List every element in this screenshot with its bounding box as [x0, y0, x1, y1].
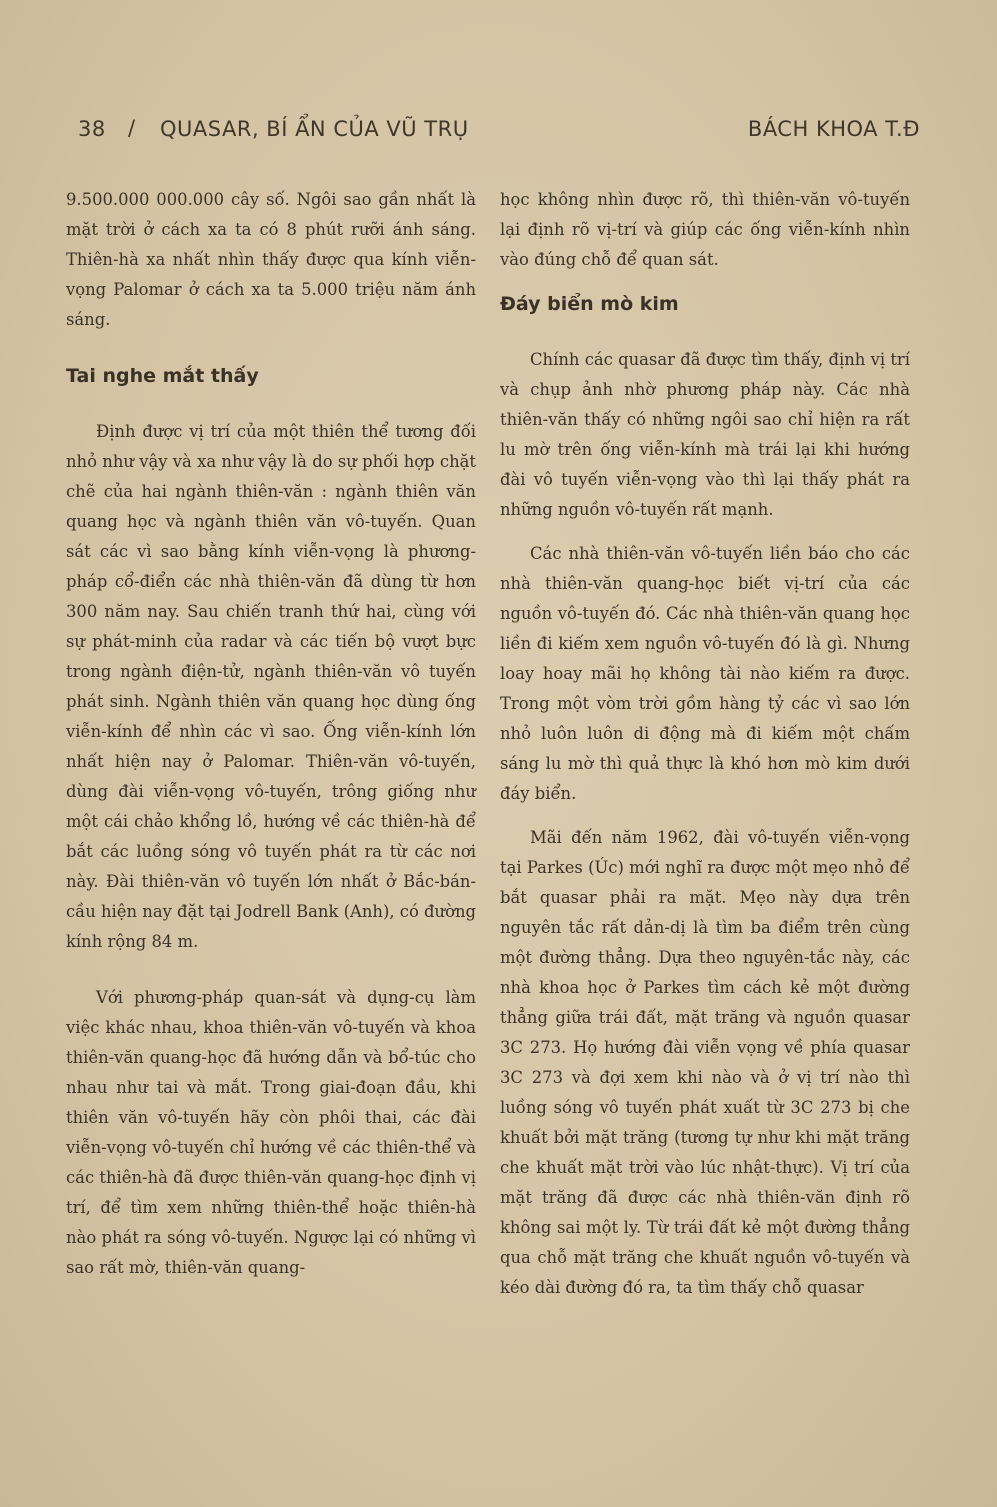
- page-number: 38: [78, 117, 106, 141]
- paragraph: Các nhà thiên-văn vô-tuyến liền báo cho các nhà thiên-văn quang-học biết vị-trí của các nguồn vô-tuyến đó. Các nhà thiên-văn quang học liền đi kiếm xem nguồn vô-tuyến đó là gì. Nhưng loay hoay mãi họ không tài nào kiếm ra được. Trong một vòm trời gồm hàng tỷ các vì sao lớn nhỏ luôn luôn di động mà đi kiếm một chấm sáng lu mờ thì quả thực là khó hơn mò kim dưới đáy biển.: [500, 544, 910, 803]
- publication-name: BÁCH KHOA T.Đ: [747, 117, 920, 141]
- article-title: QUASAR, BÍ ẨN CỦA VŨ TRỤ: [160, 117, 469, 141]
- header-separator: /: [128, 116, 136, 140]
- right-column: [500, 185, 910, 1303]
- running-header: [78, 113, 920, 149]
- section-heading: Đáy biển mò kim: [500, 293, 679, 315]
- left-column: [66, 185, 476, 1283]
- paragraph: Chính các quasar đã được tìm thấy, định vị trí và chụp ảnh nhờ phương pháp này. Các nhà thiên-văn thấy có những ngôi sao chỉ hiện ra rất lu mờ trên ống viễn-kính mà trái lại khi hướng đài vô tuyến viễn-vọng vào thì lại thấy phát ra những nguồn vô-tuyến rất mạnh.: [500, 350, 910, 519]
- section-heading: Tai nghe mắt thấy: [66, 365, 259, 387]
- paragraph: học không nhìn được rõ, thì thiên-văn vô-tuyến lại định rõ vị-trí và giúp các ống viễn-kính nhìn vào đúng chỗ để quan sát.: [500, 190, 910, 269]
- paragraph: Định được vị trí của một thiên thể tương đối nhỏ như vậy và xa như vậy là do sự phối hợp chặt chẽ của hai ngành thiên-văn : ngành thiên văn quang học và ngành thiên văn vô-tuyến. Quan sát các vì sao bằng kính viễn-vọng là phương-pháp cổ-điển các nhà thiên-văn đã dùng từ hơn 300 năm nay. Sau chiến tranh thứ hai, cùng với sự phát-minh của radar và các tiến bộ vượt bực trong ngành điện-tử, ngành thiên-văn vô tuyến phát sinh. Ngành thiên văn quang học dùng ống viễn-kính để nhìn các vì sao. Ống viễn-kính lớn nhất hiện nay ở Palomar. Thiên-văn vô-tuyến, dùng đài viễn-vọng vô-tuyến, trông giống như một cái chảo khổng lồ, hướng về các thiên-hà để bắt các luồng sóng vô tuyến phát ra từ các nơi này. Đài thiên-văn vô tuyến lớn nhất ở Bắc-bán-cầu hiện nay đặt tại Jodrell Bank (Anh), có đường kính rộng 84 m.: [66, 422, 476, 951]
- paragraph: Mãi đến năm 1962, đài vô-tuyến viễn-vọng tại Parkes (Úc) mới nghĩ ra được một mẹo nhỏ để bắt quasar phải ra mặt. Mẹo này dựa trên nguyên tắc rất dản-dị là tìm ba điểm trên cùng một đường thẳng. Dựa theo nguyên-tắc này, các nhà khoa học ở Parkes tìm cách kẻ một đường thẳng giữa trái đất, mặt trăng và nguồn quasar 3C 273. Họ hướng đài viễn vọng về phía quasar 3C 273 và đợi xem khi nào và ở vị trí nào thì luồng sóng vô tuyến phát xuất từ 3C 273 bị che khuất bởi mặt trăng (tương tự như khi mặt trăng che khuất mặt trời vào lúc nhật-thực). Vị trí của mặt trăng đã được các nhà thiên-văn định rõ không sai một ly. Từ trái đất kẻ một đường thẳng qua chỗ mặt trăng che khuất nguồn vô-tuyến và kéo dài đường đó ra, ta tìm thấy chỗ quasar: [500, 828, 910, 1297]
- paragraph: Với phương-pháp quan-sát và dụng-cụ làm việc khác nhau, khoa thiên-văn vô-tuyến và khoa thiên-văn quang-học đã hướng dẫn và bổ-túc cho nhau như tai và mắt. Trong giai-đoạn đầu, khi thiên văn vô-tuyến hãy còn phôi thai, các đài viễn-vọng vô-tuyến chỉ hướng về các thiên-thể và các thiên-hà đã được thiên-văn quang-học định vị trí, để tìm xem những thiên-thể hoặc thiên-hà nào phát ra sóng vô-tuyến. Ngược lại có những vì sao rất mờ, thiên-văn quang-: [66, 988, 476, 1277]
- paragraph: 9.500.000 000.000 cây số. Ngôi sao gần nhất là mặt trời ở cách xa ta có 8 phút rưỡi ánh sáng. Thiên-hà xa nhất nhìn thấy được qua kính viễn-vọng Palomar ở cách xa ta 5.000 triệu năm ánh sáng.: [66, 190, 476, 329]
